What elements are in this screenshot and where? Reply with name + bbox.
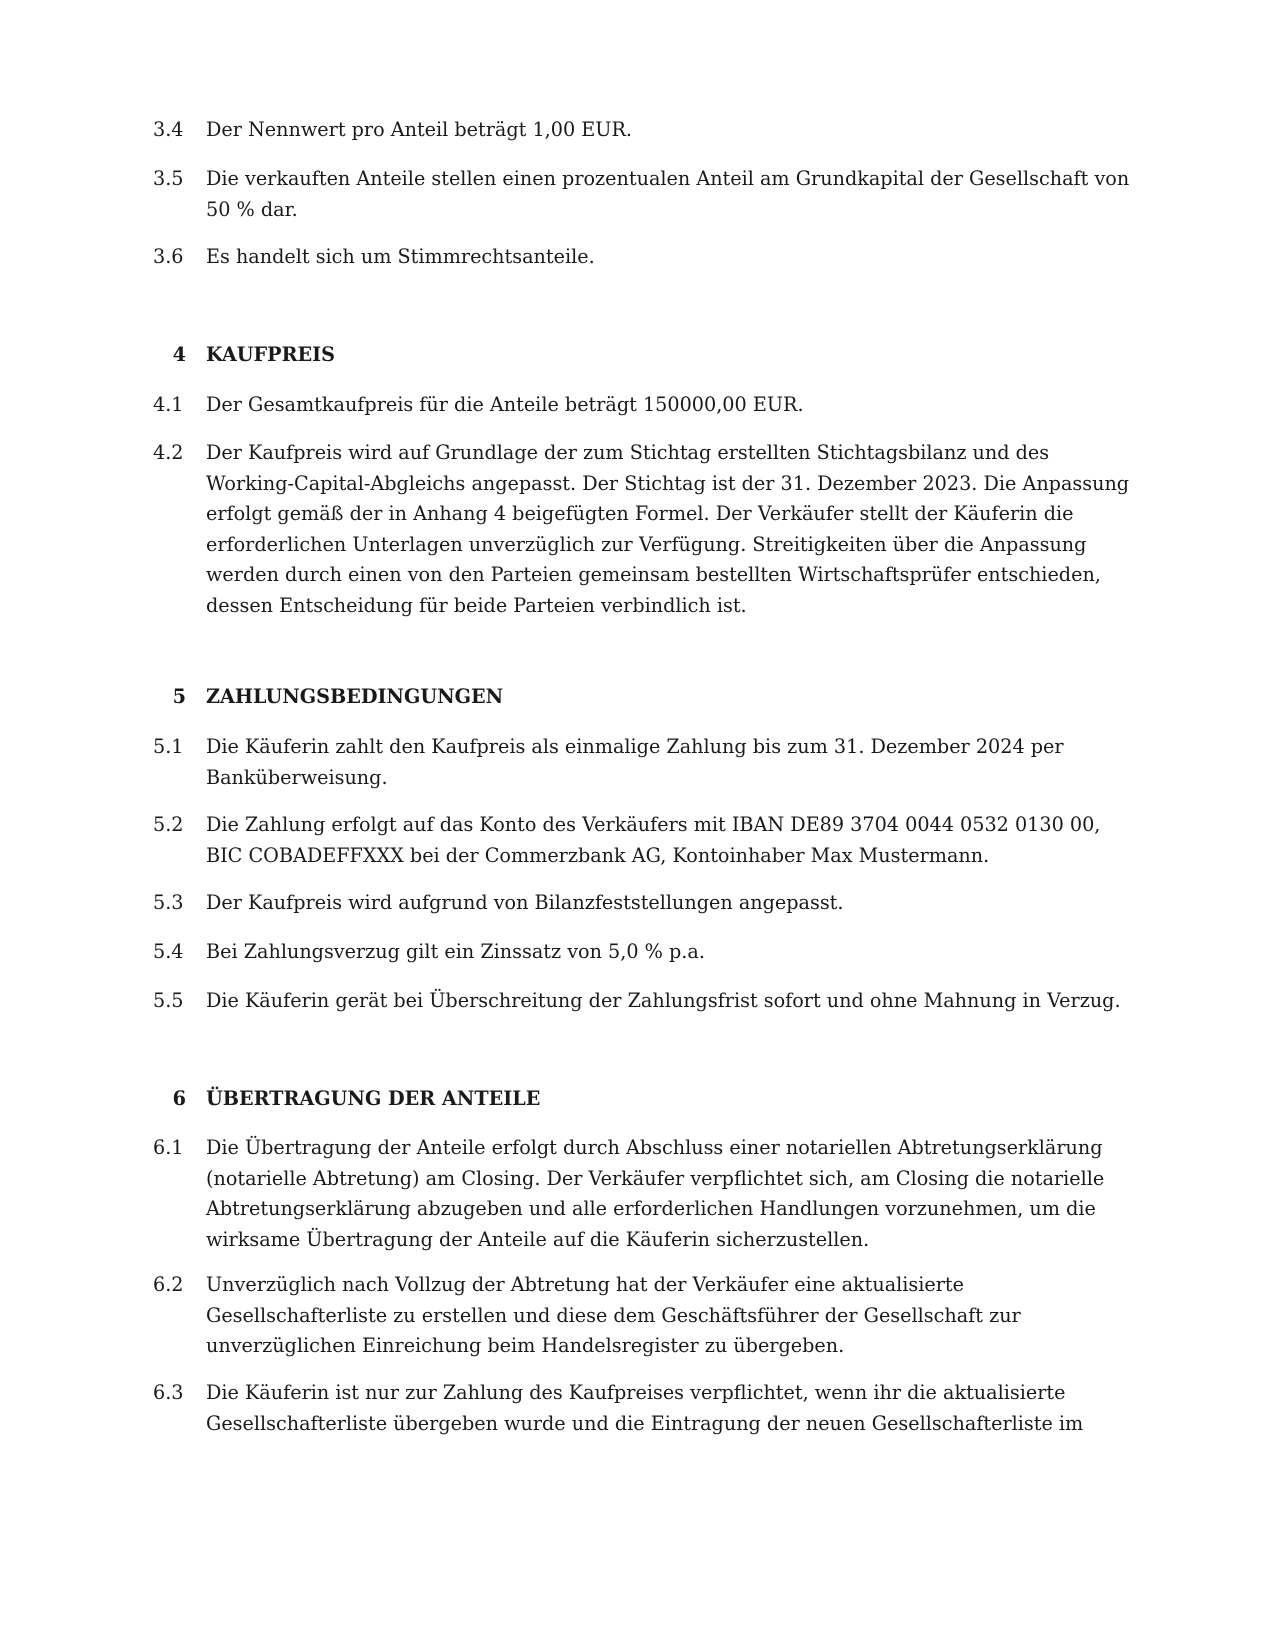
clause-line: Die Übertragung der Anteile erfolgt durch Abschluss einer notariellen Abtretungserklärung	[206, 1136, 1103, 1159]
clause-number: 3.5	[153, 167, 184, 190]
clause-line: (notarielle Abtretung) am Closing. Der Verkäufer verpflichtet sich, am Closing die notarielle	[206, 1166, 1105, 1190]
clause-number: 5.1	[153, 735, 184, 758]
clause-number: 6.3	[153, 1381, 184, 1404]
clause-line: Abtretungserklärung abzugeben und alle erforderlichen Handlungen vorzunehmen, um die	[206, 1197, 1096, 1220]
clause-line: Die Zahlung erfolgt auf das Konto des Verkäufers mit IBAN DE89 3704 0044 0532 0130 00,	[206, 813, 1101, 836]
clause-line: Der Gesamtkaufpreis für die Anteile beträgt 150000,00 EUR.	[206, 393, 804, 416]
section-number: 5	[172, 685, 186, 708]
clause-line: Unverzüglich nach Vollzug der Abtretung hat der Verkäufer eine aktualisierte	[206, 1273, 964, 1296]
clause-line: unverzüglichen Einreichung beim Handelsregister zu übergeben.	[206, 1334, 845, 1357]
clause-line: Banküberweisung.	[206, 765, 388, 789]
clause-line: Der Kaufpreis wird aufgrund von Bilanzfeststellungen angepasst.	[206, 891, 844, 914]
clause-line: Die Käuferin ist nur zur Zahlung des Kaufpreises verpflichtet, wenn ihr die aktualisierte	[206, 1381, 1066, 1404]
section-title: KAUFPREIS	[206, 343, 335, 366]
clause-line: dessen Entscheidung für beide Parteien verbindlich ist.	[206, 593, 747, 617]
clause-line: Der Kaufpreis wird auf Grundlage der zum Stichtag erstellten Stichtagsbilanz und des	[206, 441, 1050, 464]
clause-text	[206, 115, 1136, 146]
clause-line: Die Käuferin zahlt den Kaufpreis als einmalige Zahlung bis zum 31. Dezember 2024 per	[206, 735, 1064, 758]
clause-text	[206, 937, 1136, 968]
clause-line: Es handelt sich um Stimmrechtsanteile.	[206, 245, 595, 268]
section-number: 4	[172, 343, 186, 366]
section-number: 6	[172, 1087, 186, 1110]
clause-text	[206, 242, 1136, 273]
clause-line: Gesellschafterliste übergeben wurde und die Eintragung der neuen Gesellschafterliste im	[206, 1411, 1084, 1435]
clause-number: 5.5	[153, 989, 184, 1012]
section-title: ÜBERTRAGUNG DER ANTEILE	[206, 1087, 541, 1110]
clause-number: 6.2	[153, 1273, 184, 1296]
clause-number: 3.6	[153, 245, 184, 268]
clause-text	[206, 986, 1136, 1017]
clause-number: 4.1	[153, 393, 184, 416]
clause-text	[206, 1270, 1136, 1362]
clause-text	[206, 390, 1136, 421]
clause-line: Die verkauften Anteile stellen einen prozentualen Anteil am Grundkapital der Gesellschaft von	[206, 167, 1130, 190]
clause-line: wirksame Übertragung der Anteile auf die Käuferin sicherzustellen.	[206, 1227, 870, 1251]
clause-line: Die Käuferin gerät bei Überschreitung der Zahlungsfrist sofort und ohne Mahnung in Verzug.	[206, 989, 1121, 1012]
clause-line: Working-Capital-Abgleichs angepasst. Der Stichtag ist der 31. Dezember 2023. Die Anpassung	[206, 471, 1130, 495]
clause-text	[206, 164, 1136, 225]
clause-text	[206, 438, 1136, 621]
clause-text	[206, 810, 1136, 871]
clause-text	[206, 1133, 1136, 1255]
clause-line: werden durch einen von den Parteien gemeinsam bestellten Wirtschaftsprüfer entschieden,	[206, 563, 1101, 586]
clause-line: BIC COBADEFFXXX bei der Commerzbank AG, Kontoinhaber Max Mustermann.	[206, 843, 990, 867]
clause-line: Bei Zahlungsverzug gilt ein Zinssatz von 5,0 % p.a.	[206, 940, 705, 963]
clause-number: 3.4	[153, 118, 184, 141]
clause-number: 4.2	[153, 441, 184, 464]
clause-text	[206, 888, 1136, 919]
clause-text	[206, 732, 1136, 793]
clause-line: erfolgt gemäß der in Anhang 4 beigefügten Formel. Der Verkäufer stellt der Käuferin die	[206, 502, 1074, 525]
clause-line: 50 % dar.	[206, 197, 298, 221]
clause-number: 5.3	[153, 891, 184, 914]
clause-line: Gesellschafterliste zu erstellen und diese dem Geschäftsführer der Gesellschaft zur	[206, 1303, 1021, 1327]
clause-line: Der Nennwert pro Anteil beträgt 1,00 EUR.	[206, 118, 632, 141]
section-title: ZAHLUNGSBEDINGUNGEN	[206, 685, 504, 708]
clause-number: 6.1	[153, 1136, 184, 1159]
clause-line: erforderlichen Unterlagen unverzüglich zur Verfügung. Streitigkeiten über die Anpassung	[206, 532, 1087, 556]
clause-number: 5.2	[153, 813, 184, 836]
clause-number: 5.4	[153, 940, 184, 963]
clause-text	[206, 1378, 1136, 1439]
